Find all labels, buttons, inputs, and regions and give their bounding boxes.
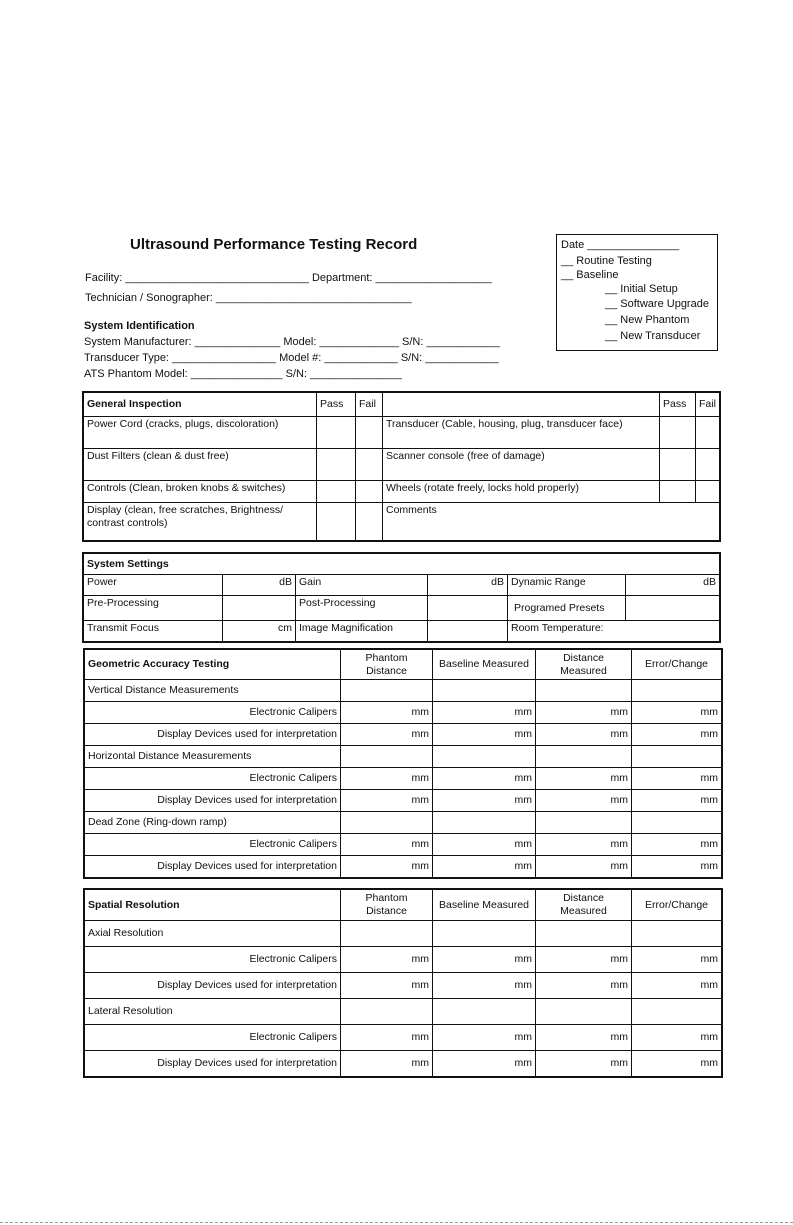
fail-cell[interactable] [356,503,383,541]
department-field[interactable]: ___________________ [375,272,492,284]
software-upgrade-option[interactable]: __ Software Upgrade [605,298,709,310]
table-row [84,554,720,575]
value-cell[interactable]: mm [632,1025,722,1051]
value-cell[interactable] [536,680,632,702]
value-cell[interactable] [433,921,536,947]
row-label: Electronic Calipers [85,768,341,790]
table-row [85,768,722,790]
value-cell[interactable]: mm [433,702,536,724]
value-cell[interactable]: mm [433,768,536,790]
pass-header: Pass [660,393,696,417]
distance-measured-header: Distance Measured [536,650,632,680]
inspection-item: Display (clean, free scratches, Brightness/ contrast controls) [84,503,317,541]
row-group-label: Lateral Resolution [85,999,341,1025]
value-cell[interactable]: mm [632,724,722,746]
row-label: Display Devices used for interpretation [85,856,341,878]
general-inspection-table [83,392,720,541]
value-cell[interactable]: mm [433,1051,536,1077]
row-label: Display Devices used for interpretation [85,1051,341,1077]
row-label: Display Devices used for interpretation [85,973,341,999]
post-processing-field[interactable] [428,596,508,621]
value-cell[interactable]: mm [632,973,722,999]
pass-cell[interactable] [660,449,696,481]
value-cell[interactable]: mm [433,834,536,856]
facility-line [85,272,492,284]
inspection-item: Scanner console (free of damage) [383,449,660,481]
system-settings-table [83,553,720,642]
programed-presets-field[interactable] [626,596,720,621]
row-label: Electronic Calipers [85,947,341,973]
value-cell[interactable]: mm [536,1025,632,1051]
value-cell[interactable] [536,999,632,1025]
phantom-distance-header: Phantom Distance [341,890,433,921]
blank-header [383,393,660,417]
value-cell[interactable]: mm [536,1051,632,1077]
table-row [85,973,722,999]
error-change-header: Error/Change [632,890,722,921]
value-cell[interactable]: mm [341,973,433,999]
image-magnification-label: Image Magnification [296,621,428,642]
general-inspection-heading: General Inspection [84,393,317,417]
pre-processing-field[interactable] [223,596,296,621]
row-label: Electronic Calipers [85,834,341,856]
value-cell[interactable]: mm [433,973,536,999]
value-cell[interactable]: mm [341,1051,433,1077]
phantom-distance-header: Phantom Distance [341,650,433,680]
value-cell[interactable] [632,921,722,947]
new-transducer-option[interactable]: __ New Transducer [605,330,701,342]
table-row [85,890,722,921]
value-cell[interactable]: mm [536,768,632,790]
inspection-item: Wheels (rotate freely, locks hold properly) [383,481,660,503]
system-settings-heading: System Settings [84,554,720,575]
value-cell[interactable] [341,921,433,947]
geometric-accuracy-heading: Geometric Accuracy Testing [85,650,341,680]
fail-cell[interactable] [696,449,720,481]
value-cell[interactable]: mm [632,702,722,724]
gain-label: Gain [296,575,428,596]
distance-measured-header: Distance Measured [536,890,632,921]
technician-label: Technician / Sonographer: [85,292,213,304]
row-label: Electronic Calipers [85,1025,341,1051]
value-cell[interactable] [632,999,722,1025]
value-cell[interactable]: mm [341,947,433,973]
table-row [85,724,722,746]
fail-cell[interactable] [356,449,383,481]
value-cell[interactable] [341,812,433,834]
table-row [85,746,722,768]
technician-field[interactable]: ________________________________ [215,292,412,304]
value-cell[interactable]: mm [433,790,536,812]
row-label: Display Devices used for interpretation [85,724,341,746]
transmit-focus-label: Transmit Focus [84,621,223,642]
table-row [85,1051,722,1077]
value-cell[interactable]: mm [433,856,536,878]
row-group-label: Horizontal Distance Measurements [85,746,341,768]
table-row [85,856,722,878]
value-cell[interactable] [632,680,722,702]
table-row [85,834,722,856]
table-row [85,947,722,973]
pass-cell[interactable] [317,449,356,481]
table-row [85,650,722,680]
spatial-resolution-heading: Spatial Resolution [85,890,341,921]
pre-processing-label: Pre-Processing [84,596,223,621]
technician-line [85,292,412,304]
row-group-label: Axial Resolution [85,921,341,947]
value-cell[interactable]: mm [536,834,632,856]
value-cell[interactable]: mm [341,702,433,724]
fail-header: Fail [696,393,720,417]
value-cell[interactable]: mm [341,790,433,812]
spatial-resolution-table [84,889,722,1077]
value-cell[interactable] [341,999,433,1025]
value-cell[interactable] [433,746,536,768]
value-cell[interactable]: mm [536,790,632,812]
gain-field[interactable]: dB [428,575,508,596]
geometric-accuracy-table [84,649,722,878]
row-label: Electronic Calipers [85,702,341,724]
page-edge-divider [0,1222,793,1223]
fail-header: Fail [356,393,383,417]
table-row [84,596,720,621]
value-cell[interactable]: mm [433,947,536,973]
value-cell[interactable]: mm [341,768,433,790]
pass-cell[interactable] [660,481,696,503]
transmit-focus-field[interactable]: cm [223,621,296,642]
table-row [85,921,722,947]
room-temperature-field[interactable]: Room Temperature: [508,621,720,642]
value-cell[interactable] [433,812,536,834]
system-id-line-1[interactable]: System Manufacturer: ______________ Model: _____________ S/N: ____________ [84,336,500,348]
value-cell[interactable]: mm [341,1025,433,1051]
value-cell[interactable]: mm [632,947,722,973]
post-processing-label: Post-Processing [296,596,428,621]
baseline-measured-header: Baseline Measured [433,890,536,921]
value-cell[interactable]: mm [433,724,536,746]
value-cell[interactable]: mm [341,856,433,878]
value-cell[interactable]: mm [536,724,632,746]
table-row [84,449,720,481]
value-cell[interactable]: mm [632,1051,722,1077]
value-cell[interactable] [536,746,632,768]
value-cell[interactable] [536,812,632,834]
table-row [85,1025,722,1051]
value-cell[interactable]: mm [632,768,722,790]
value-cell[interactable]: mm [536,856,632,878]
value-cell[interactable] [433,999,536,1025]
inspection-item: Controls (Clean, broken knobs & switches) [84,481,317,503]
table-row [85,702,722,724]
value-cell[interactable] [632,812,722,834]
fail-cell[interactable] [696,481,720,503]
table-row [85,999,722,1025]
table-row [84,481,720,503]
programed-presets-label: Programed Presets [508,596,626,621]
value-cell[interactable] [632,746,722,768]
value-cell[interactable]: mm [536,973,632,999]
value-cell[interactable] [536,921,632,947]
value-cell[interactable] [433,680,536,702]
table-row [85,790,722,812]
dynamic-range-field[interactable]: dB [626,575,720,596]
power-label: Power [84,575,223,596]
system-identification-heading: System Identification [84,320,195,332]
value-cell[interactable]: mm [341,724,433,746]
table-row [85,812,722,834]
inspection-item: Transducer (Cable, housing, plug, transducer face) [383,417,660,449]
new-phantom-option[interactable]: __ New Phantom [605,314,690,326]
pass-cell[interactable] [317,417,356,449]
table-row [84,417,720,449]
image-magnification-field[interactable] [428,621,508,642]
row-group-label: Dead Zone (Ring-down ramp) [85,812,341,834]
value-cell[interactable]: mm [536,947,632,973]
facility-label: Facility: [85,272,123,284]
value-cell[interactable]: mm [341,834,433,856]
facility-field[interactable]: ______________________________ [125,272,309,284]
comments-field[interactable]: Comments [383,503,720,541]
pass-cell[interactable] [317,481,356,503]
row-label: Display Devices used for interpretation [85,790,341,812]
page-title: Ultrasound Performance Testing Record [130,236,418,253]
value-cell[interactable]: mm [433,1025,536,1051]
fail-cell[interactable] [356,481,383,503]
pass-cell[interactable] [317,503,356,541]
routine-testing-option[interactable]: __ Routine Testing [561,255,652,267]
table-row [84,503,720,541]
system-id-line-2[interactable]: Transducer Type: _________________ Model #: ____________ S/N: ____________ [84,352,499,364]
value-cell[interactable]: mm [632,790,722,812]
inspection-item: Power Cord (cracks, plugs, discoloration) [84,417,317,449]
table-row [85,680,722,702]
pass-cell[interactable] [660,417,696,449]
table-row [84,393,720,417]
value-cell[interactable] [341,746,433,768]
value-cell[interactable]: mm [632,856,722,878]
date-box [556,234,718,351]
system-id-line-3[interactable]: ATS Phantom Model: _______________ S/N: _______________ [84,368,402,380]
baseline-option[interactable]: __ Baseline [561,269,619,281]
department-label: Department: [311,272,373,284]
date-field[interactable]: Date _______________ [561,239,680,251]
fail-cell[interactable] [696,417,720,449]
value-cell[interactable]: mm [536,702,632,724]
fail-cell[interactable] [356,417,383,449]
table-row [84,621,720,642]
row-group-label: Vertical Distance Measurements [85,680,341,702]
initial-setup-option[interactable]: __ Initial Setup [605,283,678,295]
power-field[interactable]: dB [223,575,296,596]
baseline-measured-header: Baseline Measured [433,650,536,680]
pass-header: Pass [317,393,356,417]
table-row [84,575,720,596]
value-cell[interactable]: mm [632,834,722,856]
inspection-item: Dust Filters (clean & dust free) [84,449,317,481]
error-change-header: Error/Change [632,650,722,680]
value-cell[interactable] [341,680,433,702]
dynamic-range-label: Dynamic Range [508,575,626,596]
